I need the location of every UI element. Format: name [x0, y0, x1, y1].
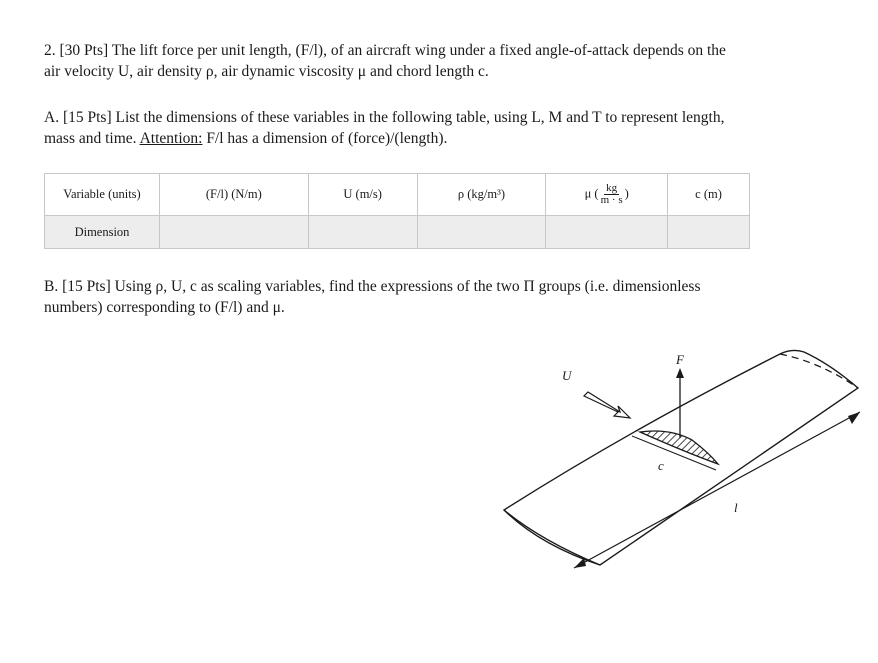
part-b [44, 276, 844, 318]
dimension-cell-c[interactable] [668, 216, 750, 249]
dimension-cell-mu[interactable] [546, 216, 668, 249]
dimension-cell-u[interactable] [308, 216, 417, 249]
velocity-arrow [584, 392, 630, 418]
question-2-line-2: air velocity U, air density ρ, air dynamic viscosity μ and chord length c. [44, 63, 489, 80]
header-c: c (m) [668, 174, 750, 216]
header-mu-fraction [599, 183, 625, 206]
table-header-row [45, 174, 750, 216]
header-rho: ρ (kg/m³) [417, 174, 546, 216]
span-arrow-left [574, 558, 586, 568]
dimension-cell-rho[interactable] [417, 216, 546, 249]
header-f-over-l: (F/l) (N/m) [160, 174, 309, 216]
label-l: l [734, 500, 738, 515]
part-a-line-1: A. [15 Pts] List the dimensions of these variables in the following table, using L, M and T to represent length, [44, 109, 725, 126]
wing-body [504, 350, 858, 565]
header-mu [546, 174, 668, 216]
span-arrow-right [848, 412, 860, 424]
part-a [44, 107, 844, 149]
label-c: c [658, 458, 664, 473]
part-a-line-2-start: mass and time. [44, 130, 140, 147]
label-f: F [676, 352, 684, 367]
lift-arrowhead [676, 368, 684, 378]
header-mu-numerator: kg [606, 182, 618, 194]
part-b-line-1: B. [15 Pts] Using ρ, U, c as scaling variables, find the expressions of the two Π groups (i.e. dimensionless [44, 278, 701, 295]
label-u: U [562, 368, 572, 383]
dimension-label: Dimension [45, 216, 160, 249]
part-a-line-2 [44, 128, 844, 149]
dimensions-table [44, 173, 750, 249]
table-dimension-row [45, 216, 750, 249]
part-b-line-2: numbers) corresponding to (F/l) and μ. [44, 299, 285, 316]
header-mu-denominator: m · s [600, 194, 623, 206]
header-mu-symbol: μ ( [584, 186, 599, 201]
part-a-line-2-end: F/l has a dimension of (force)/(length). [202, 130, 448, 147]
header-variable-units: Variable (units) [45, 174, 160, 216]
header-u: U (m/s) [308, 174, 417, 216]
attention-label: Attention: [139, 130, 203, 147]
dimension-cell-f-over-l[interactable] [160, 216, 309, 249]
wing-figure [480, 340, 870, 580]
header-mu-close: ) [624, 186, 629, 201]
question-2-line-1: 2. [30 Pts] The lift force per unit length, (F/l), of an aircraft wing under a fixed angle-of-attack depends on the [44, 42, 726, 59]
question-2 [44, 40, 844, 82]
